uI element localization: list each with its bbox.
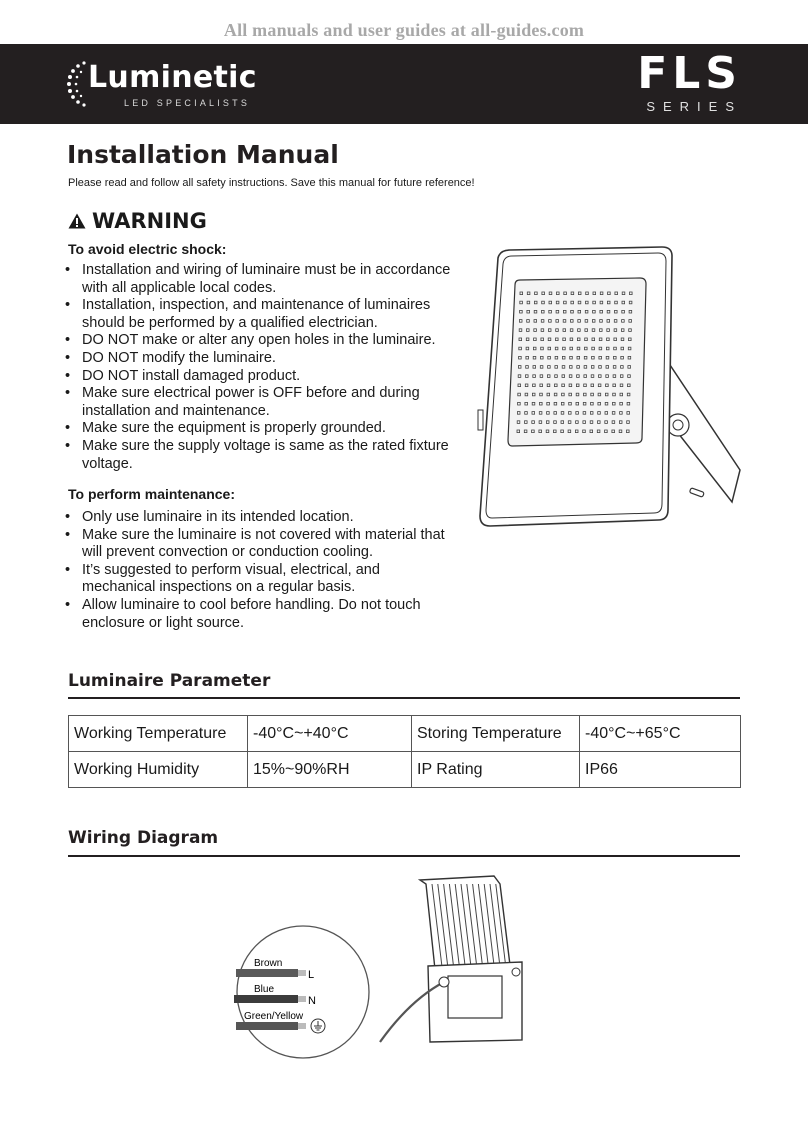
wiring-diagram bbox=[230, 870, 570, 1065]
page-title: Installation Manual bbox=[67, 140, 339, 169]
table-cell: Storing Temperature bbox=[412, 716, 580, 752]
table-cell: 15%~90%RH bbox=[248, 752, 412, 788]
table-row bbox=[69, 752, 741, 788]
site-watermark: All manuals and user guides at all-guides.com bbox=[223, 20, 585, 40]
wire-green-yellow bbox=[236, 1022, 298, 1030]
wiring-divider bbox=[68, 855, 740, 857]
list-item: • Only use luminaire in its intended location. bbox=[64, 509, 454, 527]
list-item: • It’s suggested to perform visual, electrical, and mechanical inspections on a regular basis. bbox=[64, 562, 454, 597]
list-item: • DO NOT install damaged product. bbox=[64, 368, 454, 386]
table-cell: -40°C~+40°C bbox=[248, 716, 412, 752]
ground-icon bbox=[311, 1019, 325, 1033]
list-item: • Make sure the supply voltage is same as the rated fixture voltage. bbox=[64, 438, 454, 473]
list-item: • Make sure the luminaire is not covered with material that will prevent convection or conduction cooling. bbox=[64, 527, 454, 562]
maintenance-heading: To perform maintenance: bbox=[68, 486, 235, 502]
table-row bbox=[69, 716, 741, 752]
shock-heading: To avoid electric shock: bbox=[68, 241, 227, 257]
page-subtitle: Please read and follow all safety instructions. Save this manual for future reference! bbox=[68, 177, 475, 189]
parameter-divider bbox=[68, 697, 740, 699]
maintenance-list bbox=[64, 509, 454, 632]
brand-logo bbox=[66, 58, 266, 112]
warning-triangle-icon bbox=[68, 213, 86, 229]
series-name: FLS bbox=[637, 48, 742, 99]
table-cell: Working Temperature bbox=[69, 716, 248, 752]
series-label: SERIES bbox=[646, 99, 742, 114]
wire-label-green-yellow: Green/Yellow bbox=[244, 1011, 304, 1022]
floodlight-illustration bbox=[470, 240, 750, 540]
list-item: • Installation and wiring of luminaire must be in accordance with all applicable local codes. bbox=[64, 262, 454, 297]
dot-arc-icon bbox=[66, 60, 90, 108]
list-item: • Installation, inspection, and maintenance of luminaires should be performed by a qualified electrician. bbox=[64, 297, 454, 332]
wire-brown bbox=[236, 969, 298, 977]
wire-label-blue: Blue bbox=[254, 984, 275, 995]
table-cell: IP Rating bbox=[412, 752, 580, 788]
fixture-rear-illustration bbox=[380, 876, 522, 1042]
parameter-heading: Luminaire Parameter bbox=[68, 671, 271, 691]
table-cell: IP66 bbox=[580, 752, 741, 788]
list-item: • Make sure electrical power is OFF before and during installation and maintenance. bbox=[64, 385, 454, 420]
table-cell: Working Humidity bbox=[69, 752, 248, 788]
wiring-heading: Wiring Diagram bbox=[68, 828, 219, 848]
shock-list bbox=[64, 262, 454, 473]
brand-name: Luminetic bbox=[88, 60, 257, 95]
table-cell: -40°C~+65°C bbox=[580, 716, 741, 752]
list-item: • DO NOT modify the luminaire. bbox=[64, 350, 454, 368]
header-banner bbox=[0, 44, 808, 124]
warning-heading bbox=[68, 209, 207, 233]
list-item: • Make sure the equipment is properly grounded. bbox=[64, 420, 454, 438]
terminal-l: L bbox=[308, 969, 315, 981]
wire-label-brown: Brown bbox=[254, 958, 283, 969]
list-item: • Allow luminaire to cool before handling. Do not touch enclosure or light source. bbox=[64, 597, 454, 632]
terminal-n: N bbox=[308, 995, 316, 1007]
brand-tagline: LED SPECIALISTS bbox=[124, 98, 251, 108]
parameter-table bbox=[68, 715, 741, 788]
warning-label: WARNING bbox=[92, 209, 207, 233]
list-item: • DO NOT make or alter any open holes in the luminaire. bbox=[64, 332, 454, 350]
wire-blue bbox=[234, 995, 298, 1003]
